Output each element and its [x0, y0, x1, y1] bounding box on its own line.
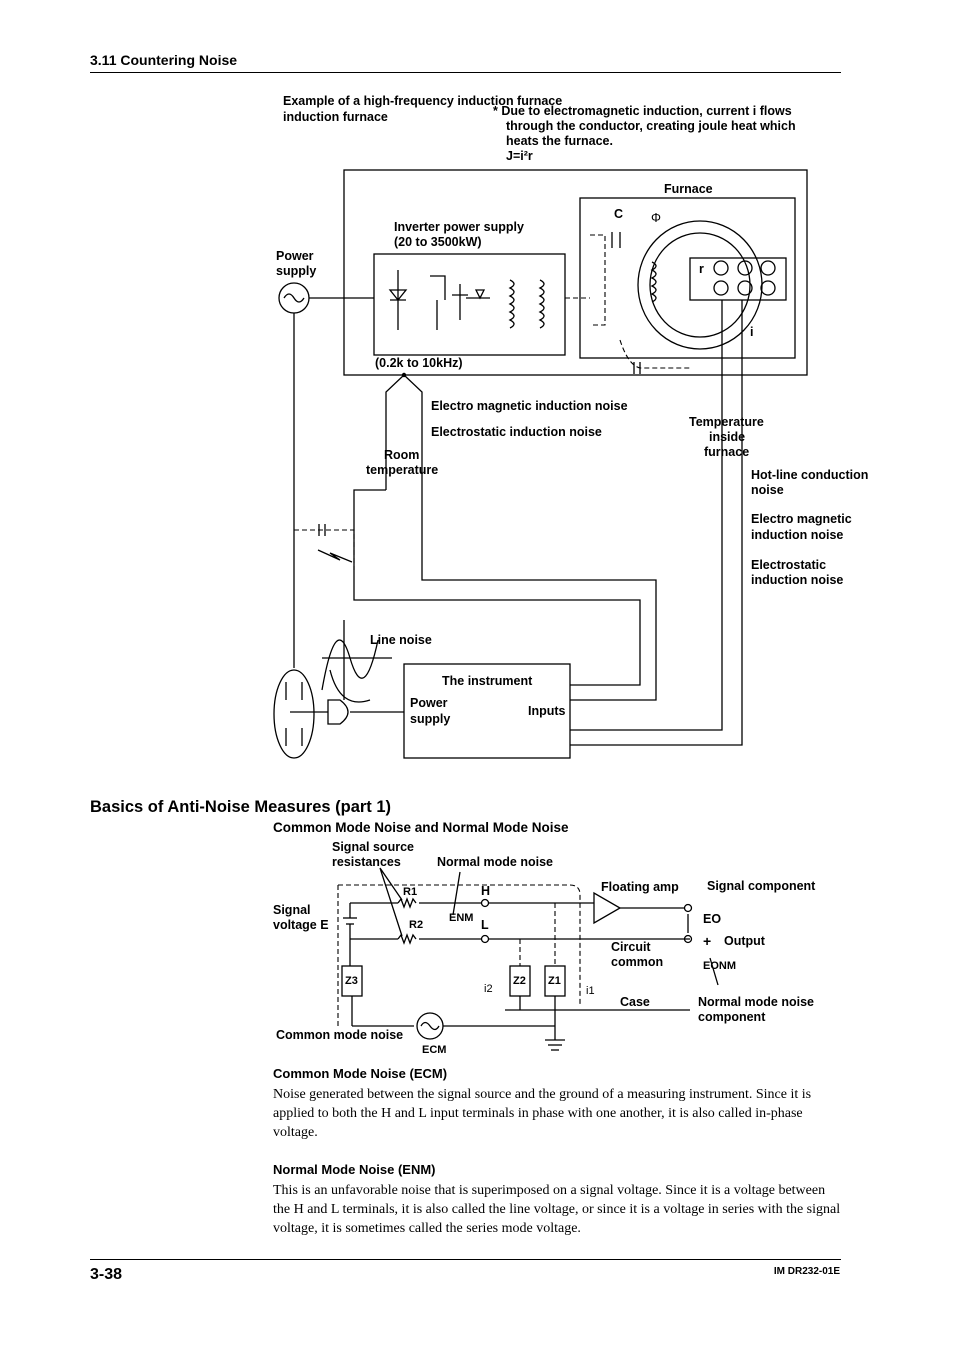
fig1-em-noise: Electro magnetic induction noise — [431, 399, 628, 413]
fig2-circuit-common-1: Circuit — [611, 940, 651, 954]
fig2-r2: R2 — [409, 919, 424, 931]
fig1-power-supply-1: Power — [276, 249, 314, 263]
fig2-nm-component-1: Normal mode noise — [698, 995, 814, 1009]
fig2-nm-component-2: component — [698, 1010, 766, 1024]
fig1-room-temp-2: temperature — [366, 463, 439, 477]
section-header: 3.11 Countering Noise — [90, 52, 238, 68]
fig1-example-title-2: induction furnace — [283, 110, 388, 124]
doc-id: IM DR232-01E — [773, 1266, 840, 1277]
fig1-inst-power-1: Power — [410, 696, 448, 710]
fig2-i1: i1 — [586, 985, 595, 997]
fig1-note-line1: * Due to electromagnetic induction, current i flows — [493, 104, 792, 118]
fig2-ecm: ECM — [422, 1044, 447, 1056]
fig2-i2: i2 — [484, 983, 493, 995]
fig2-plus: + — [703, 933, 712, 949]
fig2-floating-amp: Floating amp — [601, 880, 679, 894]
fig1-hot-line-2: noise — [751, 483, 784, 497]
fig1-note-line3: heats the furnace. — [506, 134, 613, 148]
fig1-inst-power-2: supply — [410, 712, 451, 726]
fig2-eo: EO — [703, 912, 722, 926]
fig1-freq: (0.2k to 10kHz) — [375, 356, 463, 370]
nm-heading: Normal Mode Noise (ENM) — [273, 1162, 436, 1177]
page-number: 3-38 — [90, 1266, 123, 1283]
fig1-instrument: The instrument — [442, 674, 533, 688]
fig2-r1: R1 — [403, 886, 418, 898]
fig1-inputs: Inputs — [528, 704, 566, 718]
fig2-enm: ENM — [449, 912, 474, 924]
fig2-signal-voltage-2: voltage E — [273, 918, 329, 932]
fig1-power-supply-2: supply — [276, 264, 317, 278]
fig1-note-line2: through the conductor, creating joule heat which — [506, 119, 796, 133]
fig2-common-mode-noise: Common mode noise — [276, 1028, 404, 1042]
fig1-temp-inside-1: Temperature — [689, 415, 764, 429]
fig1-inverter: Inverter power supply — [394, 220, 524, 234]
cm-heading: Common Mode Noise (ECM) — [273, 1066, 448, 1081]
fig2-output: Output — [724, 934, 765, 948]
cm-text: Noise generated between the signal source and the ground of a measuring instrument. Since it is applied to both the H and L input terminals in phase with one another, it is also called in-phase voltage. — [273, 1087, 812, 1141]
fig1-es-noise-r2: induction noise — [751, 573, 844, 587]
fig2-eonm: EONM — [703, 960, 736, 972]
fig2-z1: Z1 — [548, 975, 561, 987]
fig2-z3: Z3 — [345, 975, 358, 987]
fig1-em-noise-r1: Electro magnetic — [751, 512, 852, 526]
fig1-furnace: Furnace — [664, 182, 713, 196]
fig1-note-formula: J=i²r — [506, 149, 533, 163]
fig1-temp-inside-3: furnace — [704, 445, 750, 459]
fig2-case: Case — [620, 995, 650, 1009]
fig1-example-title: Example of a high-frequency induction furnace — [283, 94, 563, 108]
fig2-z2: Z2 — [513, 975, 526, 987]
fig1-es-noise: Electrostatic induction noise — [431, 425, 602, 439]
fig1-em-noise-r2: induction noise — [751, 528, 844, 542]
fig2-sig-src-1: Signal source — [332, 840, 414, 854]
subsection-title: Common Mode Noise and Normal Mode Noise — [273, 820, 569, 835]
fig1-i: i — [750, 325, 754, 339]
fig2-l: L — [481, 918, 489, 932]
fig1-room-temp-1: Room — [384, 448, 420, 462]
nm-text: This is an unfavorable noise that is superimposed on a signal voltage. Since it is a voltage between the H and L terminals, it is also called the line voltage, or since it is a voltage in series with the signal voltage, it is sometimes called the series mode voltage. — [273, 1183, 841, 1237]
fig1-phi: Φ — [651, 211, 661, 225]
fig1-temp-inside-2: inside — [709, 430, 746, 444]
fig2-sig-src-2: resistances — [332, 855, 401, 869]
fig2-circuit-common-2: common — [611, 955, 664, 969]
section-title: Basics of Anti-Noise Measures (part 1) — [90, 798, 392, 816]
fig1-inverter-range: (20 to 3500kW) — [394, 235, 482, 249]
footer-rule — [90, 1259, 841, 1260]
fig1-line-noise: Line noise — [370, 633, 432, 647]
fig1-hot-line-1: Hot-line conduction — [751, 468, 869, 482]
fig1-es-noise-r1: Electrostatic — [751, 558, 827, 572]
fig1-c: C — [614, 207, 624, 221]
fig2-signal-component: Signal component — [707, 879, 816, 893]
fig1-r: r — [699, 262, 704, 276]
fig2-signal-voltage-1: Signal — [273, 903, 311, 917]
fig2-h: H — [481, 884, 491, 898]
fig2-normal-mode-noise: Normal mode noise — [437, 855, 553, 869]
